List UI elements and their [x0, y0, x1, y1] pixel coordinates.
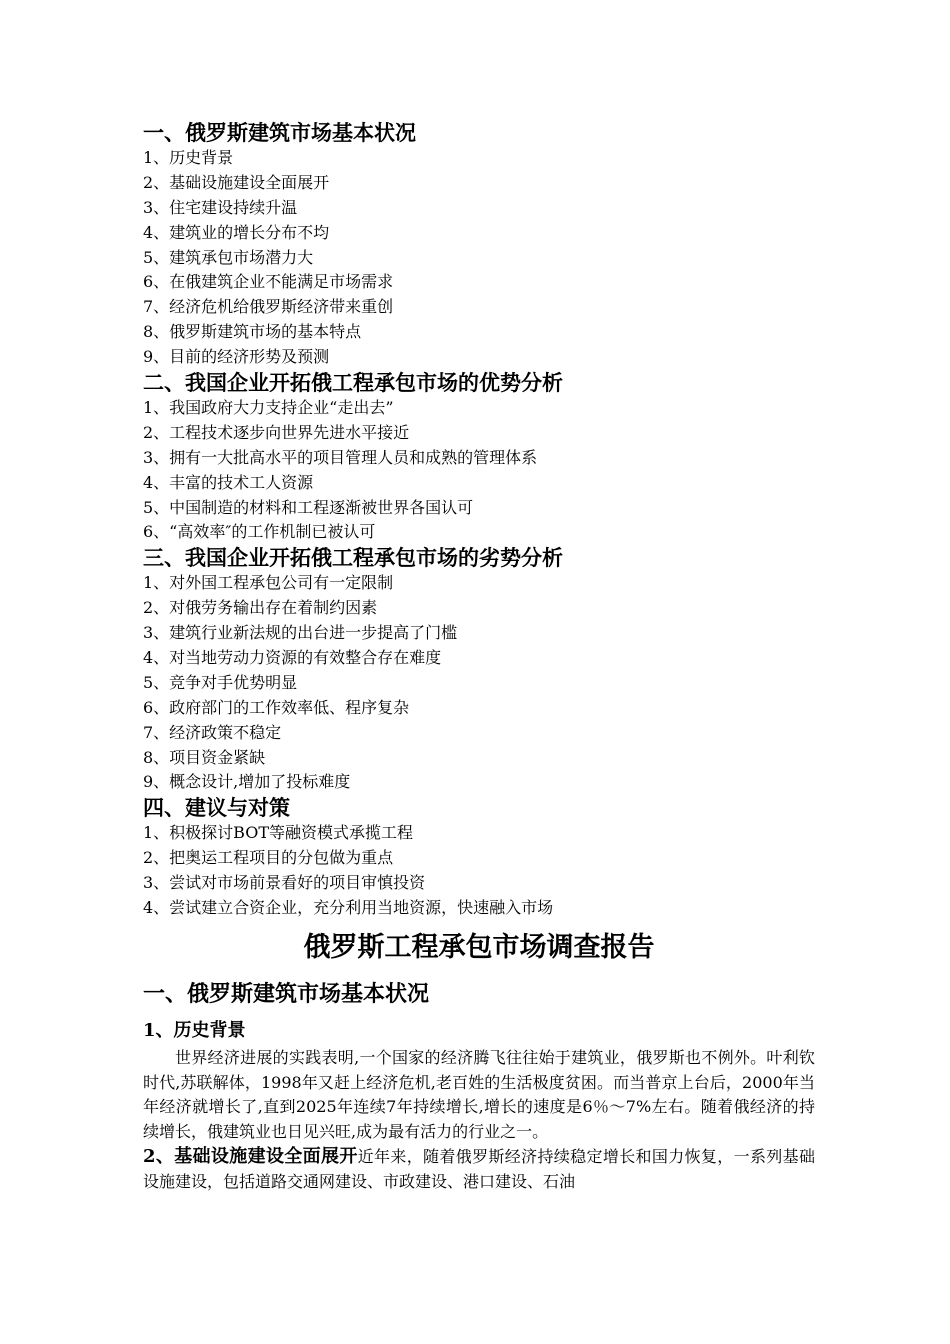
body-paragraph-with-heading: [143, 1144, 815, 1194]
toc-item: 4、尝试建立合资企业，充分利用当地资源，快速融入市场: [143, 898, 554, 918]
toc-item: 7、经济危机给俄罗斯经济带来重创: [143, 297, 394, 317]
subsection-heading: 1、历史背景: [143, 1020, 246, 1041]
toc-item: 2、基础设施建设全面展开: [143, 172, 330, 192]
toc-item: 3、建筑行业新法规的出台进一步提高了门槛: [143, 623, 458, 643]
toc-item: 2、对俄劳务输出存在着制约因素: [143, 598, 378, 618]
paragraph-text: 近年来，随着俄罗斯经济持续稳定增长和国力恢复，一系列基础设施建设，包括道路交通网建设、市政建设、港口建设、石油: [143, 1147, 815, 1191]
subsection-heading: 2、基础设施建设全面展开: [143, 1146, 358, 1167]
toc-item: 5、中国制造的材料和工程逐渐被世界各国认可: [143, 497, 474, 517]
toc-item: 8、项目资金紧缺: [143, 747, 266, 767]
toc-heading: 一、俄罗斯建筑市场基本状况: [143, 120, 416, 145]
toc-item: 4、丰富的技术工人资源: [143, 472, 314, 492]
toc-heading: 四、建议与对策: [143, 795, 290, 821]
toc-item: 4、对当地劳动力资源的有效整合存在难度: [143, 648, 442, 668]
toc-item: 1、历史背景: [143, 148, 234, 167]
body-paragraph: 世界经济进展的实践表明,一个国家的经济腾飞往往始于建筑业，俄罗斯也不例外。叶利钦时代,苏联解体，1998年又赶上经济危机,老百姓的生活极度贫困。而当普京上台后，2000年当年经济就增长了,直到2025年连续7年持续增长,增长的速度是6％～7%左右。随着俄经济的持续增长，俄建筑业也日见兴旺,成为最有活力的行业之一。: [143, 1048, 815, 1141]
toc-heading: 三、我国企业开拓俄工程承包市场的劣势分析: [143, 545, 563, 571]
toc-item: 2、工程技术逐步向世界先进水平接近: [143, 422, 410, 442]
toc-item: 8、俄罗斯建筑市场的基本特点: [143, 322, 362, 342]
toc-heading: 二、我国企业开拓俄工程承包市场的优势分析: [143, 370, 563, 396]
toc-item: 6、在俄建筑企业不能满足市场需求: [143, 272, 394, 292]
report-body: [143, 924, 815, 1194]
toc-item: 9、目前的经济形势及预测: [143, 347, 330, 367]
toc-item: 2、把奥运工程项目的分包做为重点: [143, 848, 394, 868]
toc-item: 3、拥有一大批高水平的项目管理人员和成熟的管理体系: [143, 447, 538, 467]
toc-section-3: [143, 545, 815, 795]
toc-item: 3、住宅建设持续升温: [143, 197, 298, 217]
toc-item: 6、政府部门的工作效率低、程序复杂: [143, 697, 410, 717]
toc-section-2: [143, 370, 815, 545]
toc-item: 1、对外国工程承包公司有一定限制: [143, 573, 394, 593]
section-heading: 一、俄罗斯建筑市场基本状况: [143, 981, 430, 1007]
toc-item: 1、我国政府大力支持企业“走出去”: [143, 398, 394, 418]
toc-item: 7、经济政策不稳定: [143, 722, 282, 742]
toc-item: 9、概念设计,增加了投标难度: [143, 772, 351, 792]
report-title: 俄罗斯工程承包市场调查报告: [303, 932, 655, 963]
toc-item: 3、尝试对市场前景看好的项目审慎投资: [143, 873, 426, 893]
toc-item: 4、建筑业的增长分布不均: [143, 222, 330, 242]
toc-item: 6、“高效率″的工作机制已被认可: [143, 522, 376, 542]
toc-section-1: [143, 120, 815, 370]
toc-item: 5、建筑承包市场潜力大: [143, 247, 314, 267]
toc-item: 1、积极探讨BOT等融资模式承揽工程: [143, 823, 414, 843]
toc-section-4: [143, 795, 815, 921]
toc-item: 5、竞争对手优势明显: [143, 672, 298, 692]
table-of-contents: [143, 120, 815, 921]
